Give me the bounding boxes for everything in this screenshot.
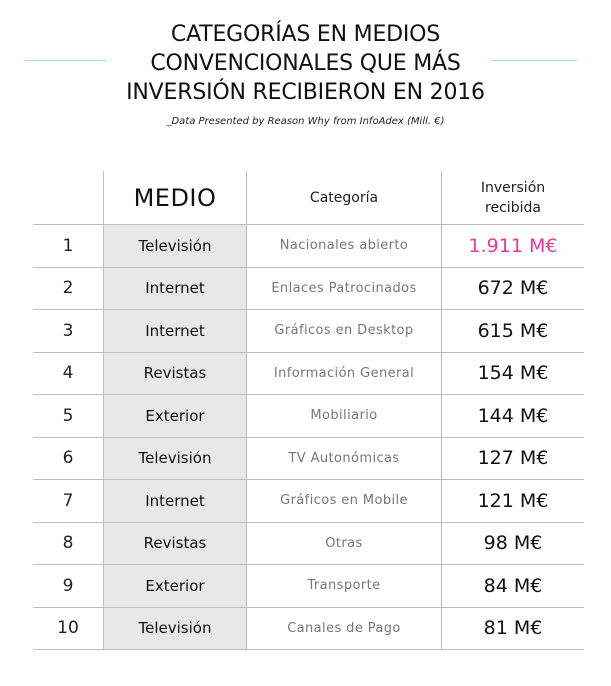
categoria-cell: Gráficos en Desktop xyxy=(247,310,442,353)
table-row xyxy=(33,480,584,523)
rank-cell: 8 xyxy=(33,522,104,565)
table-row xyxy=(33,437,584,480)
table-body xyxy=(33,225,584,650)
table-row xyxy=(33,310,584,353)
medio-cell: Exterior xyxy=(104,565,247,608)
header-categoria: Categoría xyxy=(247,171,442,225)
rank-cell: 1 xyxy=(33,225,104,268)
rank-cell: 2 xyxy=(33,267,104,310)
categoria-cell: Mobiliario xyxy=(247,395,442,438)
rank-cell: 6 xyxy=(33,437,104,480)
header-medio: MEDIO xyxy=(104,171,247,225)
header-inversion-label: Inversión recibida xyxy=(480,179,546,216)
ranking-table-wrap xyxy=(33,171,581,650)
title-line: CATEGORÍAS EN MEDIOS xyxy=(170,22,441,47)
medio-cell: Internet xyxy=(104,310,247,353)
inversion-cell: 672 M€ xyxy=(442,267,585,310)
inversion-cell: 121 M€ xyxy=(442,480,585,523)
medio-cell: Internet xyxy=(104,267,247,310)
title-rule-left xyxy=(24,60,106,61)
rank-cell: 3 xyxy=(33,310,104,353)
header-row xyxy=(33,171,584,225)
inversion-cell: 1.911 M€ xyxy=(442,225,585,268)
inversion-cell: 144 M€ xyxy=(442,395,585,438)
categoria-cell: Transporte xyxy=(247,565,442,608)
ranking-table xyxy=(33,171,584,650)
chart-title xyxy=(0,20,611,107)
medio-cell: Revistas xyxy=(104,352,247,395)
inversion-cell: 615 M€ xyxy=(442,310,585,353)
inversion-cell: 98 M€ xyxy=(442,522,585,565)
header-rank xyxy=(33,171,104,225)
title-line: CONVENCIONALES QUE MÁS xyxy=(150,51,461,76)
inversion-cell: 127 M€ xyxy=(442,437,585,480)
inversion-cell: 84 M€ xyxy=(442,565,585,608)
medio-cell: Exterior xyxy=(104,395,247,438)
categoria-cell: Otras xyxy=(247,522,442,565)
title-line: INVERSIÓN RECIBIERON EN 2016 xyxy=(126,80,485,105)
inversion-cell: 81 M€ xyxy=(442,607,585,650)
chart-subtitle: _Data Presented by Reason Why from InfoAdex (Mill. €) xyxy=(166,116,445,127)
medio-cell: Televisión xyxy=(104,225,247,268)
inversion-cell: 154 M€ xyxy=(442,352,585,395)
table-row xyxy=(33,225,584,268)
table-row xyxy=(33,607,584,650)
rank-cell: 5 xyxy=(33,395,104,438)
table-row xyxy=(33,267,584,310)
medio-cell: Revistas xyxy=(104,522,247,565)
rank-cell: 4 xyxy=(33,352,104,395)
table-row xyxy=(33,395,584,438)
rank-cell: 7 xyxy=(33,480,104,523)
table-row xyxy=(33,352,584,395)
categoria-cell: Gráficos en Mobile xyxy=(247,480,442,523)
medio-cell: Televisión xyxy=(104,607,247,650)
table-row xyxy=(33,522,584,565)
categoria-cell: Información General xyxy=(247,352,442,395)
medio-cell: Internet xyxy=(104,480,247,523)
header-inversion xyxy=(442,171,585,225)
title-rule-right xyxy=(491,60,577,61)
medio-cell: Televisión xyxy=(104,437,247,480)
categoria-cell: Canales de Pago xyxy=(247,607,442,650)
categoria-cell: Enlaces Patrocinados xyxy=(247,267,442,310)
rank-cell: 10 xyxy=(33,607,104,650)
categoria-cell: TV Autonómicas xyxy=(247,437,442,480)
categoria-cell: Nacionales abierto xyxy=(247,225,442,268)
table-row xyxy=(33,565,584,608)
rank-cell: 9 xyxy=(33,565,104,608)
